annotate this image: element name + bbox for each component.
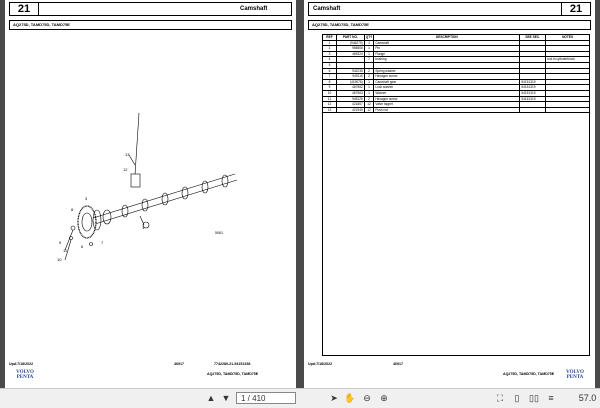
table-cell — [546, 107, 590, 113]
callout-label: 12 — [123, 167, 128, 172]
table-cell: Push rod — [374, 107, 520, 113]
table-cell: 469324 — [336, 51, 364, 57]
callout-label: 13 — [125, 152, 130, 157]
section-title: Camshaft — [240, 6, 268, 12]
table-cell: 467563 — [336, 90, 364, 96]
footer-models: AQ275D, TAMD75D, TAMD75E — [207, 372, 259, 376]
table-cell: 467562 — [336, 85, 364, 91]
table-cell: 2 — [323, 46, 337, 52]
table-cell: 12 — [323, 102, 337, 108]
right-page — [304, 0, 595, 388]
callout-label: 11 — [63, 248, 68, 253]
callout-label: 8 — [71, 207, 74, 212]
table-cell: Washer — [374, 90, 520, 96]
table-cell: Spring washer — [374, 68, 520, 74]
table-cell: 1 — [364, 85, 374, 91]
column-header: DESCRIPTION — [374, 35, 520, 41]
table-cell: 10 — [323, 90, 337, 96]
table-cell: bushing — [374, 57, 520, 63]
callout-label: 6 — [81, 244, 84, 249]
table-cell: Valve tappet — [374, 102, 520, 108]
table-cell: 2 — [364, 74, 374, 80]
down-arrow-icon[interactable]: ▼ — [221, 393, 231, 403]
table-cell: 9 — [323, 85, 337, 91]
table-cell: (419076) — [336, 79, 364, 85]
table-cell: 4 — [323, 57, 337, 63]
footer-code: 46917 — [174, 362, 184, 366]
table-cell: 942235 — [336, 68, 364, 74]
table-cell: 421867 — [336, 102, 364, 108]
hand-icon[interactable]: ✋ — [344, 393, 356, 403]
table-cell: 6 — [323, 68, 337, 74]
table-cell: 54151319 — [520, 79, 546, 85]
table-cell — [520, 107, 546, 113]
volvo-penta-logo — [559, 370, 591, 380]
section-number: 21 — [10, 3, 39, 15]
scroll-icon[interactable]: ≡ — [548, 393, 554, 403]
logo-line2: PENTA — [16, 375, 34, 380]
table-cell: 1 — [323, 40, 337, 46]
table-cell: 949125 — [336, 96, 364, 102]
table-cell: 54151319 — [520, 96, 546, 102]
table-cell: 958566 — [336, 46, 364, 52]
table-cell: 1 — [364, 46, 374, 52]
zoom-level[interactable]: 57.0 — [578, 393, 597, 403]
footer-ref: 7742280-21-54151338 — [214, 362, 251, 366]
callout-label: 7 — [101, 240, 104, 245]
table-cell: 11 — [323, 96, 337, 102]
table-cell: Hexagon screw — [374, 96, 520, 102]
table-cell: 12 — [364, 107, 374, 113]
footer-date: Upd:7/18/2022 — [9, 362, 34, 366]
model-line: AQ275D, TAMD75D, TAMD75E — [308, 20, 591, 30]
logo-line1: VOLVO — [16, 370, 34, 375]
cursor-icon[interactable]: ➤ — [330, 393, 338, 403]
logo-line1: VOLVO — [566, 370, 584, 375]
column-header: REF — [323, 35, 337, 41]
up-arrow-icon[interactable]: ▲ — [206, 393, 216, 403]
footer-code: 46917 — [393, 362, 403, 366]
column-header: QTY — [365, 35, 373, 40]
footer-date: Upd:7/18/2022 — [308, 362, 333, 366]
table-cell: Lock washer — [374, 85, 520, 91]
table-cell: 13 — [323, 107, 337, 113]
table-cell: 1 — [364, 79, 374, 85]
exploded-diagram — [45, 110, 245, 275]
fit-icon[interactable]: ⛶ — [496, 393, 504, 403]
left-header — [9, 2, 292, 16]
column-header: SEE SEC. — [520, 35, 546, 41]
footer-models: AQ275D, TAMD75D, TAMD75E — [503, 372, 555, 376]
table-cell: 12 — [364, 102, 374, 108]
pdf-toolbar — [0, 388, 600, 408]
table-cell: 7 — [364, 57, 374, 63]
section-number: 21 — [561, 3, 590, 15]
column-header: NOTES — [546, 35, 590, 41]
model-line: AQ275D, TAMD75D, TAMD75E — [9, 20, 292, 30]
section-title: Camshaft — [313, 6, 341, 12]
table-cell: Incl.in cylinderblock — [546, 57, 590, 63]
table-cell: 3 — [323, 51, 337, 57]
callout-label: 1 — [142, 225, 145, 230]
callout-label: 10 — [57, 257, 62, 262]
table-row — [323, 107, 590, 113]
zoom-in-icon[interactable]: ⊕ — [380, 393, 388, 403]
right-header — [308, 2, 591, 16]
column-header: PART NO. — [336, 35, 364, 41]
table-cell: Camshaft — [374, 40, 520, 46]
single-page-icon[interactable]: ▯ — [514, 393, 520, 403]
zoom-out-icon[interactable]: ⊖ — [363, 393, 371, 403]
volvo-penta-logo — [9, 370, 41, 380]
diagram-number: 5061 — [215, 231, 223, 235]
table-cell: 421945 — [336, 107, 364, 113]
table-cell: 8 — [323, 79, 337, 85]
table-cell: Flange — [374, 51, 520, 57]
table-cell: 7 — [323, 74, 337, 80]
page-number-input[interactable]: 1 / 410 — [236, 392, 296, 404]
logo-line2: PENTA — [566, 375, 584, 380]
table-cell: Pin — [374, 46, 520, 52]
table-cell: 54151319 — [520, 90, 546, 96]
table-cell: 2 — [364, 68, 374, 74]
table-cell: (946279) — [336, 40, 364, 46]
table-cell: 1 — [364, 40, 374, 46]
table-cell: 2 — [364, 96, 374, 102]
two-page-icon[interactable]: ▯▯ — [529, 393, 539, 403]
table-cell: 54151319 — [520, 85, 546, 91]
callout-label: 3 — [85, 196, 88, 201]
table-cell: Hexagon screw — [374, 74, 520, 80]
parts-table — [322, 34, 590, 113]
table-cell: 1 — [364, 51, 374, 57]
table-cell: 5 — [323, 62, 337, 68]
table-cell: 949115 — [336, 74, 364, 80]
table-cell: Camshaft gear — [374, 79, 520, 85]
table-cell: 1 — [364, 90, 374, 96]
callout-label: 9 — [59, 240, 62, 245]
left-page — [5, 0, 296, 388]
